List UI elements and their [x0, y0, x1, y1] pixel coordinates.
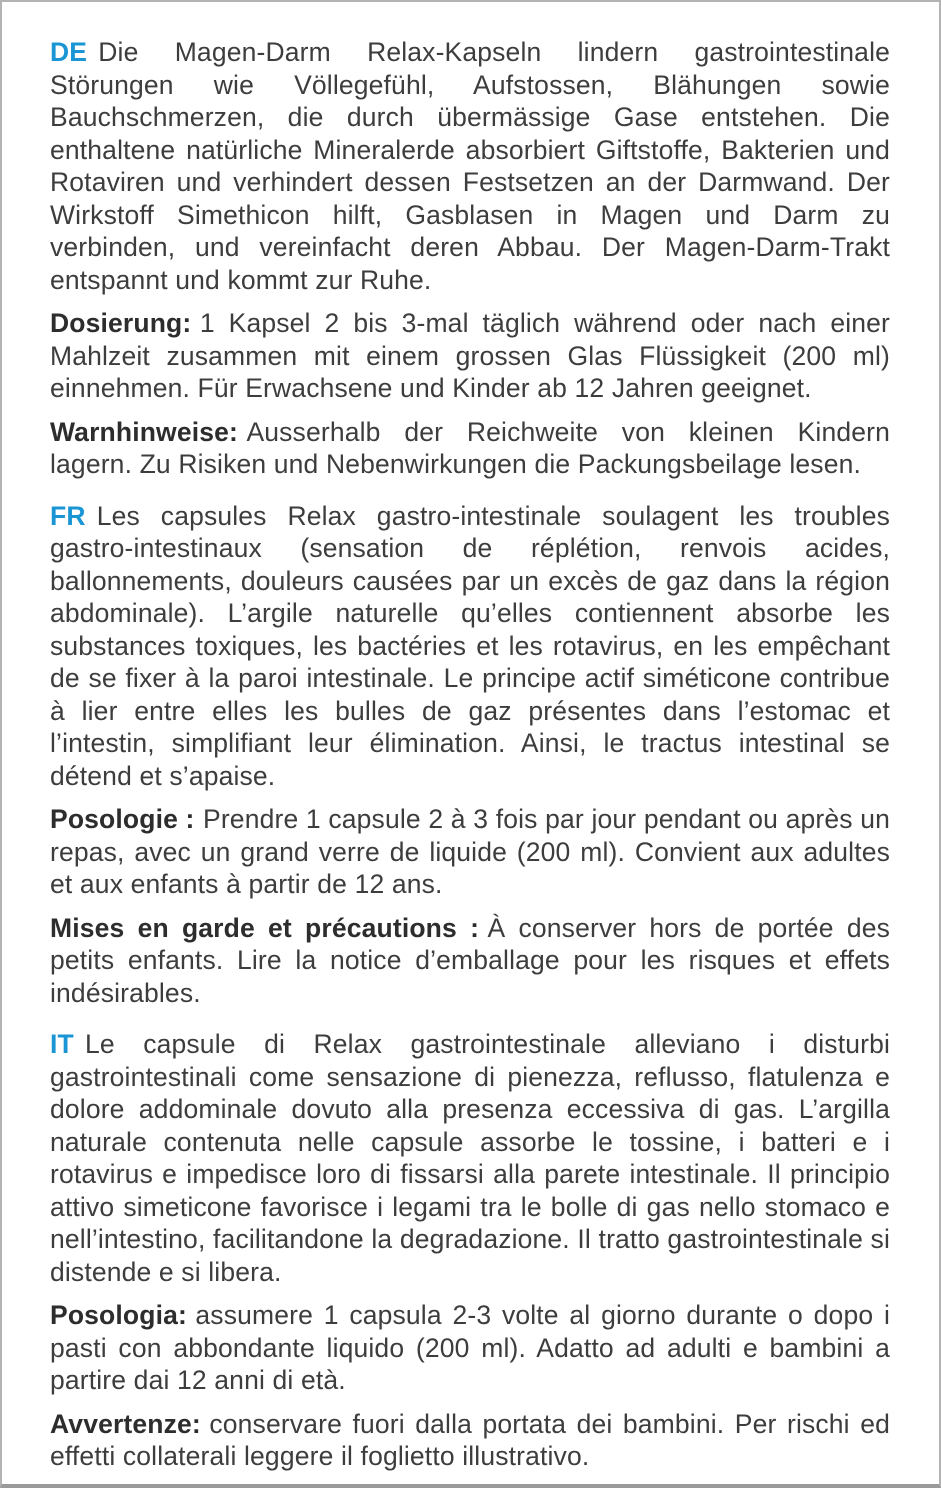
paragraph-posologia-text: assumere 1 capsula 2-3 volte al giorno durante o dopo i pasti con abbondante liquido (200 ml). Adatto ad adulti e bambini a partire dai 12 anni di età. — [50, 1300, 890, 1395]
paragraph-it-text: Le capsule di Relax gastrointestinale alleviano i disturbi gastrointestinali come sensazione di pienezza, reflusso, flatulenza e dolore addominale dovuto alla presenza eccessiva di gas. L’argilla naturale contenuta nelle capsule assorbe le tossine, i batteri e i rotavirus e impedisce loro di fissarsi alla parete intestinale. Il principio attivo simeticone favorisce i legami tra le bolle di gas nello stomaco e nell’intestino, facilitandone la degradazione. Il tratto gastrointestinale si distende e si libera. — [50, 1029, 890, 1287]
paragraph-fr-text: Les capsules Relax gastro-intestinale soulagent les troubles gastro-intestinaux (sensation de réplétion, renvois acides, ballonnements, douleurs causées par un excès de gaz dans la région abdominale). L’argile naturelle qu’elles contiennent absorbe les substances toxiques, les bactéries et les rotavirus, en les empêchant de se fixer à la paroi intestinale. Le principe actif siméticone contribue à lier entre elles les bulles de gaz présentes dans l’estomac et l’intestin, simplifiant leur élimination. Ainsi, le tractus intestinal se détend et s’apaise. — [50, 500, 890, 791]
label-avvertenze: Avvertenze: — [50, 1408, 201, 1439]
paragraph-de-dosierung — [50, 307, 890, 405]
lang-tag-fr: FR — [50, 500, 86, 531]
label-posologia: Posologia: — [50, 1300, 187, 1330]
paragraph-it-intro — [50, 1028, 890, 1288]
paragraph-mises-en-garde-text: À conserver hors de portée des petits enfants. Lire la notice d’emballage pour les risques et effets indésirables. — [50, 912, 890, 1008]
paragraph-de-text: Die Magen-Darm Relax-Kapseln lindern gastrointestinale Störungen wie Völlegefühl, Aufstossen, Blähungen sowie Bauchschmerzen, die durch übermässige Gase entstehen. Die enthaltene natürliche Mineralerde absorbiert Giftstoffe, Bakterien und Rotaviren und verhindert dessen Festsetzen an der Darmwand. Der Wirkstoff Simethicon hilft, Gasblasen in Magen und Darm zu verbinden, und vereinfacht deren Abbau. Der Magen-Darm-Trakt entspannt und kommt zur Ruhe. — [50, 37, 890, 295]
paragraph-it-avvertenze — [50, 1408, 890, 1473]
paragraph-warnhinweise-text: Ausserhalb der Reichweite von kleinen Kindern lagern. Zu Risiken und Nebenwirkungen die Packungsbeilage lesen. — [50, 416, 890, 479]
paragraph-fr-mises-en-garde — [50, 912, 890, 1010]
paragraph-posologie-text: Prendre 1 capsule 2 à 3 fois par jour pendant ou après un repas, avec un grand verre de liquide (200 ml). Convient aux adultes et aux enfants à partir de 12 ans. — [50, 804, 890, 899]
paragraph-de-intro — [50, 36, 890, 296]
label-warnhinweise: Warnhinweise: — [50, 416, 238, 447]
lang-tag-it: IT — [50, 1029, 74, 1059]
lang-tag-de: DE — [50, 37, 88, 67]
paragraph-dosierung-text: 1 Kapsel 2 bis 3-mal täglich während oder nach einer Mahlzeit zusammen mit einem grossen Glas Flüssigkeit (200 ml) einnehmen. Für Erwachsene und Kinder ab 12 Jahren geeignet. — [50, 308, 890, 403]
paragraph-fr-intro — [50, 500, 890, 793]
paragraph-it-posologia — [50, 1299, 890, 1397]
label-mises-en-garde: Mises en garde et précautions : — [50, 912, 480, 943]
paragraph-avvertenze-text: conservare fuori dalla portata dei bambini. Per rischi ed effetti collaterali leggere il foglietto illustrativo. — [50, 1408, 890, 1471]
paragraph-de-warnhinweise — [50, 416, 890, 481]
label-dosierung: Dosierung: — [50, 308, 192, 338]
paragraph-fr-posologie — [50, 803, 890, 901]
label-posologie: Posologie : — [50, 804, 195, 834]
